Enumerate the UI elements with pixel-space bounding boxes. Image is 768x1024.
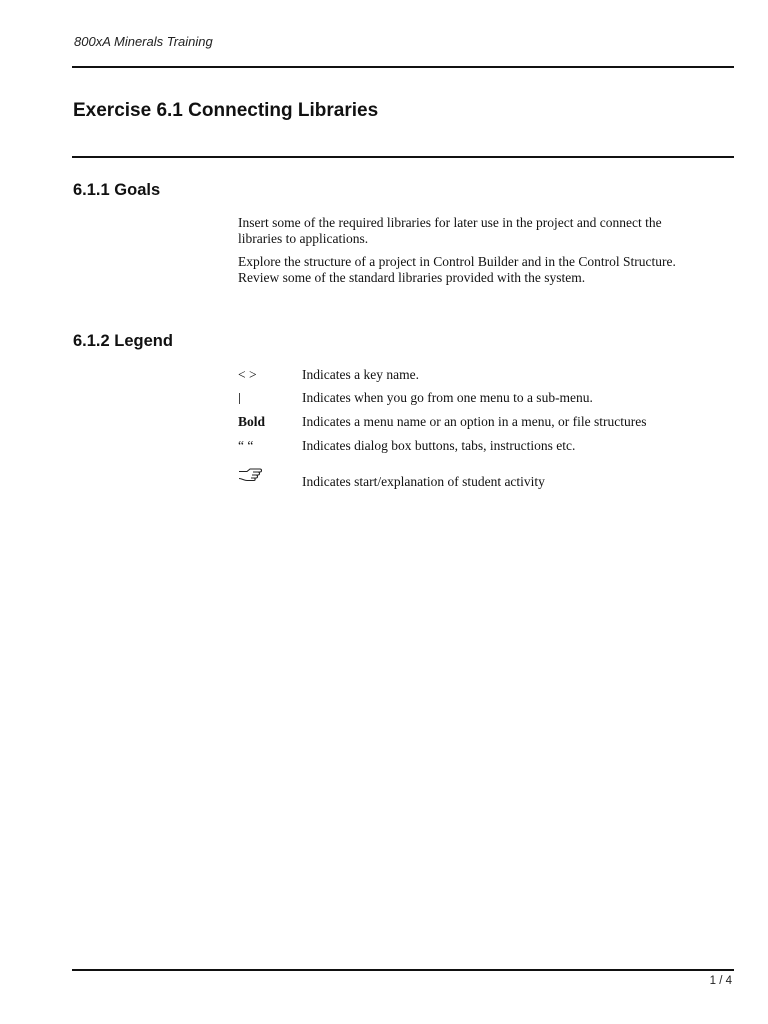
title-rule [72, 156, 734, 158]
goals-paragraph-2: Explore the structure of a project in Control Builder and in the Control Structure. Review some of the standard libraries provided with the system. [238, 254, 676, 285]
legend-symbol-bold: Bold [238, 414, 266, 429]
legend-heading: 6.1.2 Legend [73, 332, 173, 350]
header-rule [72, 66, 734, 68]
legend-symbol-bar [238, 390, 240, 408]
page-indicator: 1 / 4 [709, 975, 732, 987]
legend-description: Indicates dialog box buttons, tabs, instructions etc. [302, 438, 576, 453]
bar-separator-icon [239, 393, 240, 404]
legend-symbol-quotes: “ “ [238, 438, 254, 453]
footer-rule [72, 969, 734, 971]
legend-description: Indicates when you go from one menu to a sub-menu. [302, 390, 593, 405]
legend-description: Indicates start/explanation of student activity [302, 474, 545, 489]
goals-heading: 6.1.1 Goals [73, 181, 161, 199]
legend-description: Indicates a key name. [302, 367, 419, 382]
running-title: 800xA Minerals Training [74, 34, 213, 49]
goals-paragraph-1: Insert some of the required libraries for later use in the project and connect the libraries to applications. [238, 215, 662, 246]
exercise-title: Exercise 6.1 Connecting Libraries [73, 100, 379, 121]
pointing-hand-icon [238, 466, 264, 482]
legend-symbol-key: < > [238, 367, 257, 382]
legend-description: Indicates a menu name or an option in a menu, or file structures [302, 414, 647, 429]
